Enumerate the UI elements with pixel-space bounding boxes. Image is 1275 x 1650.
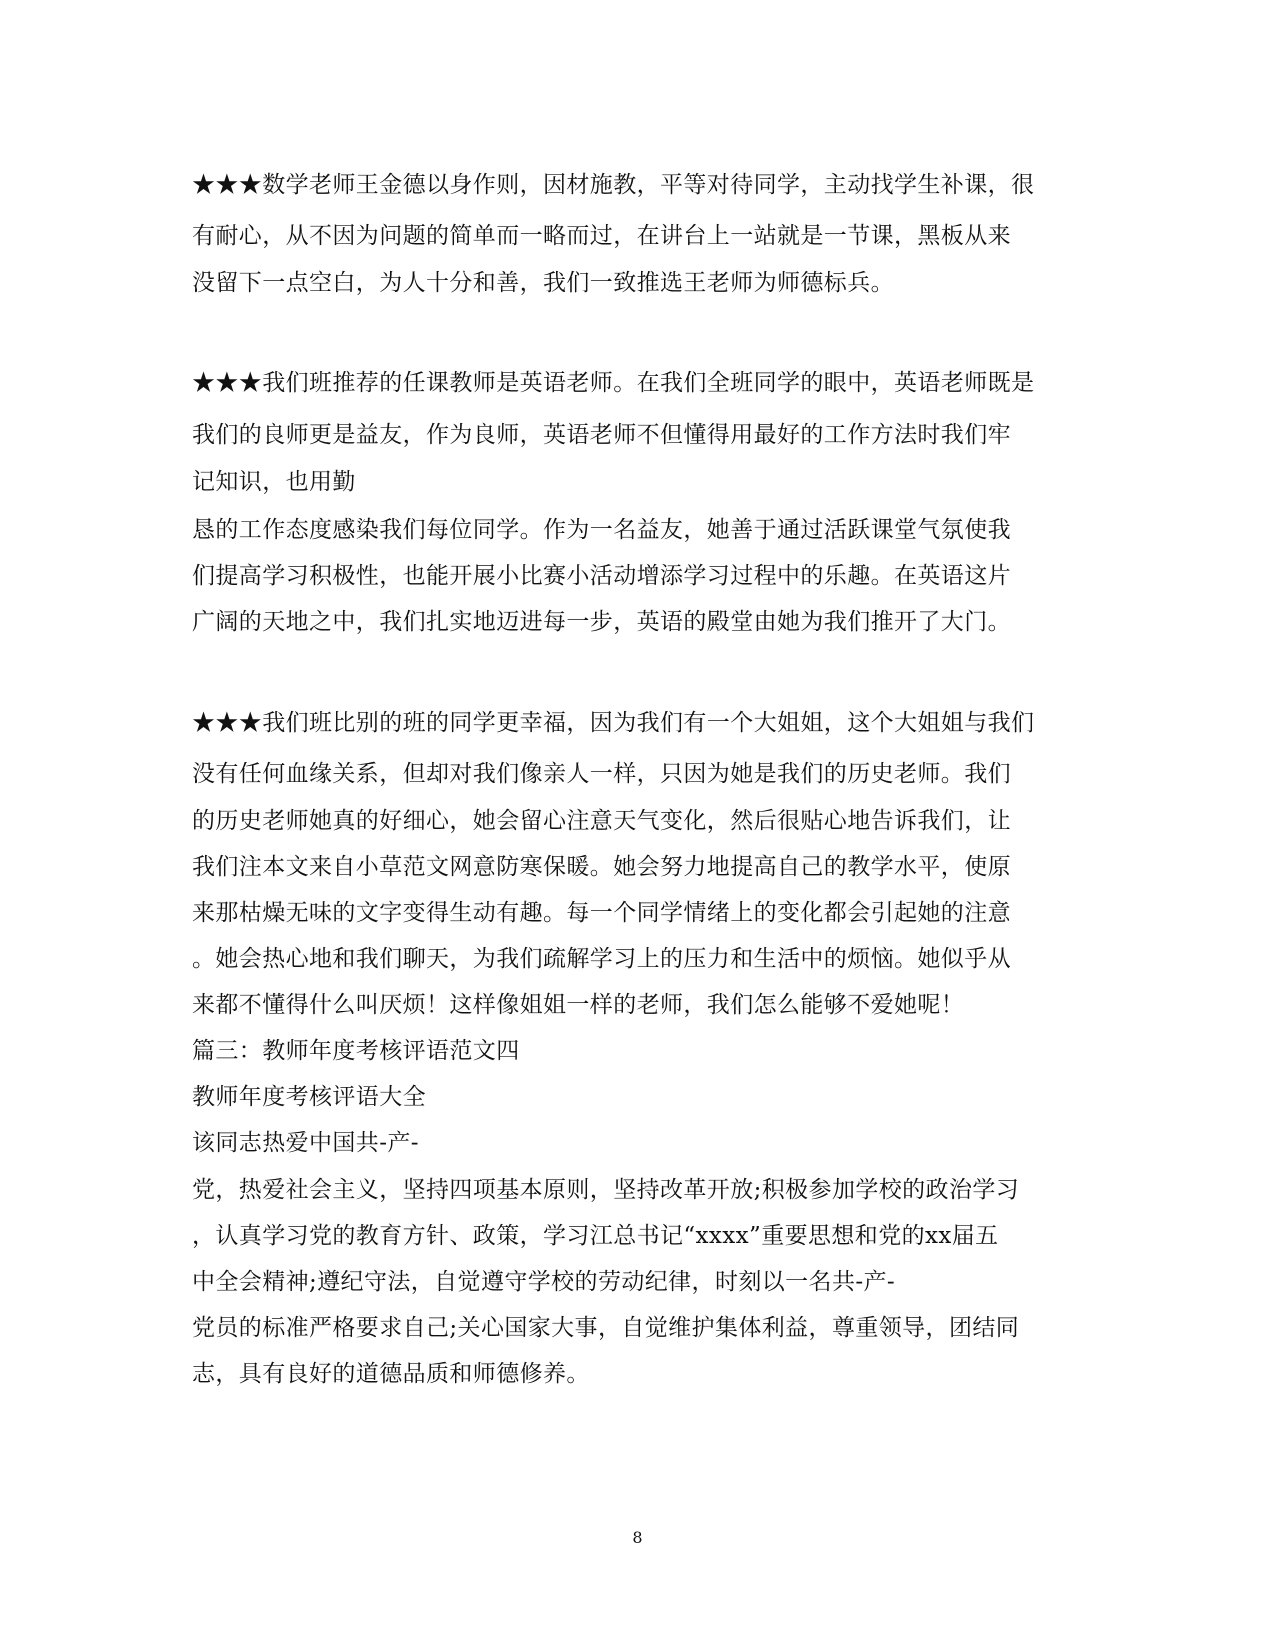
paragraph-line: 的历史老师她真的好细心，她会留心注意天气变化，然后很贴心地告诉我们，让 — [192, 808, 1011, 834]
paragraph-line: ★★★数学老师王金德以身作则，因材施教，平等对待同学，主动找学生补课，很 — [192, 172, 1035, 198]
paragraph-line: 们提高学习积极性，也能开展小比赛小活动增添学习过程中的乐趣。在英语这片 — [192, 563, 1011, 589]
paragraph-line: 来都不懂得什么叫厌烦！这样像姐姐一样的老师，我们怎么能够不爱她呢！ — [192, 992, 965, 1018]
section-subheading: 教师年度考核评语大全 — [192, 1084, 426, 1110]
paragraph-line: 党员的标准严格要求自己;关心国家大事，自觉维护集体利益，尊重领导，团结同 — [192, 1315, 1020, 1341]
paragraph-line: 记知识，也用勤 — [192, 469, 356, 495]
section-heading: 篇三：教师年度考核评语范文四 — [192, 1038, 520, 1064]
paragraph-line: 该同志热爱中国共-产- — [192, 1130, 419, 1156]
paragraph-line: ，认真学习党的教育方针、政策，学习江总书记“xxxx”重要思想和党的xx届五 — [192, 1223, 999, 1249]
paragraph-line: 来那枯燥无味的文字变得生动有趣。每一个同学情绪上的变化都会引起她的注意 — [192, 900, 1011, 926]
paragraph-line: 恳的工作态度感染我们每位同学。作为一名益友，她善于通过活跃课堂气氛使我 — [192, 517, 1011, 543]
paragraph-line: 中全会精神;遵纪守法，自觉遵守学校的劳动纪律，时刻以一名共-产- — [192, 1269, 896, 1295]
page-number: 8 — [632, 1528, 643, 1547]
paragraph-line: 没留下一点空白，为人十分和善，我们一致推选王老师为师德标兵。 — [192, 270, 894, 296]
paragraph-line: 党，热爱社会主义，坚持四项基本原则，坚持改革开放;积极参加学校的政治学习 — [192, 1177, 1020, 1203]
paragraph-line: 志，具有良好的道德品质和师德修养。 — [192, 1361, 590, 1387]
paragraph-line: ★★★我们班推荐的任课教师是英语老师。在我们全班同学的眼中，英语老师既是 — [192, 370, 1035, 396]
paragraph-line: 。她会热心地和我们聊天，为我们疏解学习上的压力和生活中的烦恼。她似乎从 — [192, 946, 1011, 972]
paragraph-line: 我们注本文来自小草范文网意防寒保暖。她会努力地提高自己的教学水平，使原 — [192, 854, 1011, 880]
paragraph-line: 我们的良师更是益友，作为良师，英语老师不但懂得用最好的工作方法时我们牢 — [192, 422, 1011, 448]
paragraph-line: 没有任何血缘关系，但却对我们像亲人一样，只因为她是我们的历史老师。我们 — [192, 761, 1011, 787]
paragraph-line: 广阔的天地之中，我们扎实地迈进每一步，英语的殿堂由她为我们推开了大门。 — [192, 609, 1011, 635]
paragraph-line: 有耐心，从不因为问题的简单而一略而过，在讲台上一站就是一节课，黑板从来 — [192, 223, 1011, 249]
paragraph-line: ★★★我们班比别的班的同学更幸福，因为我们有一个大姐姐，这个大姐姐与我们 — [192, 710, 1035, 736]
